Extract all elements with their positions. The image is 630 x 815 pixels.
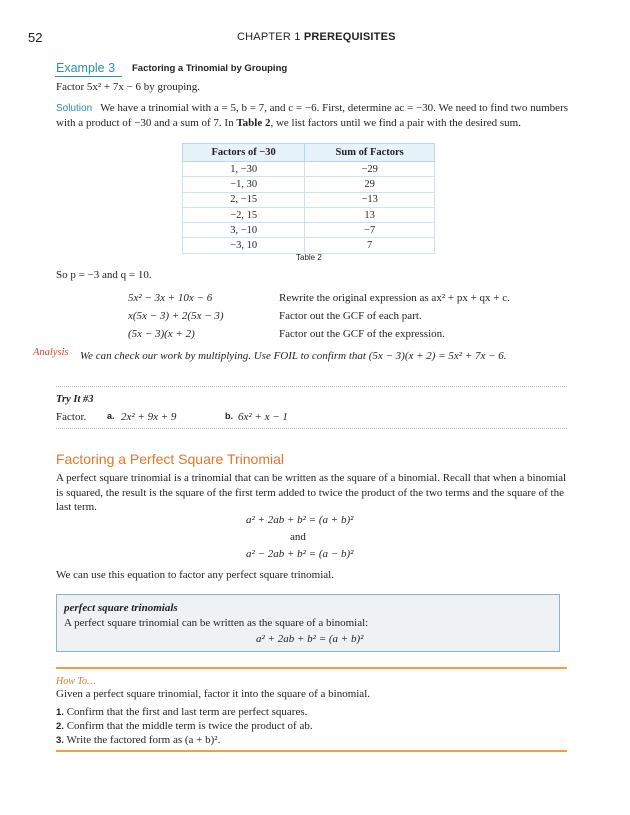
table-cell: 29 — [305, 177, 435, 192]
table-cell: 2, −15 — [183, 192, 305, 207]
how-to-step-3 — [56, 733, 220, 748]
step-expression-1: 5x² − 3x + 10x − 6 — [128, 292, 213, 304]
how-to-step-1 — [56, 705, 307, 720]
example-label: Example 3 — [56, 61, 116, 75]
table-cell: 13 — [305, 207, 435, 222]
table-row — [183, 223, 435, 238]
table-cell: 3, −10 — [183, 223, 305, 238]
step-note-3: Factor out the GCF of the expression. — [279, 328, 445, 340]
header-factors: Factors of −30 — [183, 144, 305, 162]
example-prompt: Factor 5x² + 7x − 6 by grouping. — [56, 81, 201, 93]
step-note-2: Factor out the GCF of each part. — [279, 310, 422, 322]
definition-text: A perfect square trinomial can be written as the square of a binomial: — [64, 617, 369, 629]
factors-table — [182, 143, 435, 254]
chapter-name: PREREQUISITES — [303, 31, 396, 43]
table-reference[interactable]: Table 2 — [236, 117, 271, 129]
how-to-top-bar — [56, 667, 567, 669]
table-cell: 7 — [305, 238, 435, 253]
how-to-step-2 — [56, 719, 313, 734]
solution-line-2 — [56, 116, 521, 131]
how-to-intro: Given a perfect square trinomial, factor it into the square of a binomial. — [56, 688, 370, 700]
step-expression-2: x(5x − 3) + 2(5x − 3) — [128, 310, 224, 322]
try-it-label: Try It #3 — [56, 394, 94, 405]
table-header-row — [183, 144, 435, 162]
table-cell: −29 — [305, 162, 435, 177]
section-heading: Factoring a Perfect Square Trinomial — [56, 451, 284, 467]
header-sum: Sum of Factors — [305, 144, 435, 162]
section-para-2: is squared, the result is the square of the first term added to twice the product of the two terms and the square of the — [56, 487, 564, 499]
analysis-text: We can check our work by multiplying. Use FOIL to confirm that (5x − 3)(x + 2) = 5x² + 7x − 6. — [80, 350, 507, 362]
step-text: Confirm that the middle term is twice the product of ab. — [66, 720, 313, 732]
table-cell: −2, 15 — [183, 207, 305, 222]
example-underline — [55, 76, 122, 77]
table-cell: −13 — [305, 192, 435, 207]
try-it-lead: Factor. — [56, 411, 87, 423]
table-row — [183, 207, 435, 222]
try-it-a-label: a. — [107, 411, 115, 421]
step-number: 1. — [56, 707, 64, 718]
chapter-header — [237, 31, 396, 43]
how-to-label: How To… — [56, 676, 96, 687]
table-row — [183, 238, 435, 253]
definition-term: perfect square trinomials — [64, 602, 178, 614]
try-it-b-label: b. — [225, 411, 233, 421]
example-title: Factoring a Trinomial by Grouping — [132, 63, 288, 74]
equation-minus: a² − 2ab + b² = (a − b)² — [246, 548, 354, 560]
so-line: So p = −3 and q = 10. — [56, 269, 152, 281]
solution-text-1: We have a trinomial with a = 5, b = 7, and c = −6. First, determine ac = −30. We need to find two numbers — [100, 102, 569, 114]
divider-top — [56, 386, 567, 387]
solution-line-1 — [56, 101, 568, 116]
definition-formula: a² + 2ab + b² = (a + b)² — [256, 633, 364, 645]
page-number: 52 — [28, 30, 43, 45]
step-text: Confirm that the first and last term are perfect squares. — [66, 706, 308, 718]
table-cell: −7 — [305, 223, 435, 238]
table-caption: Table 2 — [296, 253, 322, 262]
step-number: 3. — [56, 735, 64, 746]
table-cell: −1, 30 — [183, 177, 305, 192]
equation-plus: a² + 2ab + b² = (a + b)² — [246, 514, 354, 526]
chapter-prefix: CHAPTER 1 — [237, 31, 301, 43]
solution-text-2b: , we list factors until we find a pair with the desired sum. — [270, 117, 521, 129]
table-row — [183, 162, 435, 177]
table-cell: 1, −30 — [183, 162, 305, 177]
step-text: Write the factored form as (a + b)². — [66, 734, 221, 746]
section-para-3: last term. — [56, 501, 97, 513]
solution-label: Solution — [56, 103, 93, 114]
analysis-label: Analysis — [33, 347, 69, 358]
step-number: 2. — [56, 721, 64, 732]
divider-bottom — [56, 428, 567, 429]
table-row — [183, 177, 435, 192]
try-it-b-expr: 6x² + x − 1 — [238, 411, 288, 423]
solution-text-2a: with a product of −30 and a sum of 7. In — [56, 117, 237, 129]
equation-and: and — [290, 531, 306, 543]
step-note-1: Rewrite the original expression as ax² + px + qx + c. — [279, 292, 510, 304]
table-cell: −3, 10 — [183, 238, 305, 253]
table-row — [183, 192, 435, 207]
how-to-bottom-bar — [56, 750, 567, 752]
section-para-1: A perfect square trinomial is a trinomial that can be written as the square of a binomial. Recall that when a binomial — [56, 472, 567, 484]
section-after: We can use this equation to factor any perfect square trinomial. — [56, 569, 334, 581]
try-it-a-expr: 2x² + 9x + 9 — [121, 411, 177, 423]
step-expression-3: (5x − 3)(x + 2) — [128, 328, 195, 340]
